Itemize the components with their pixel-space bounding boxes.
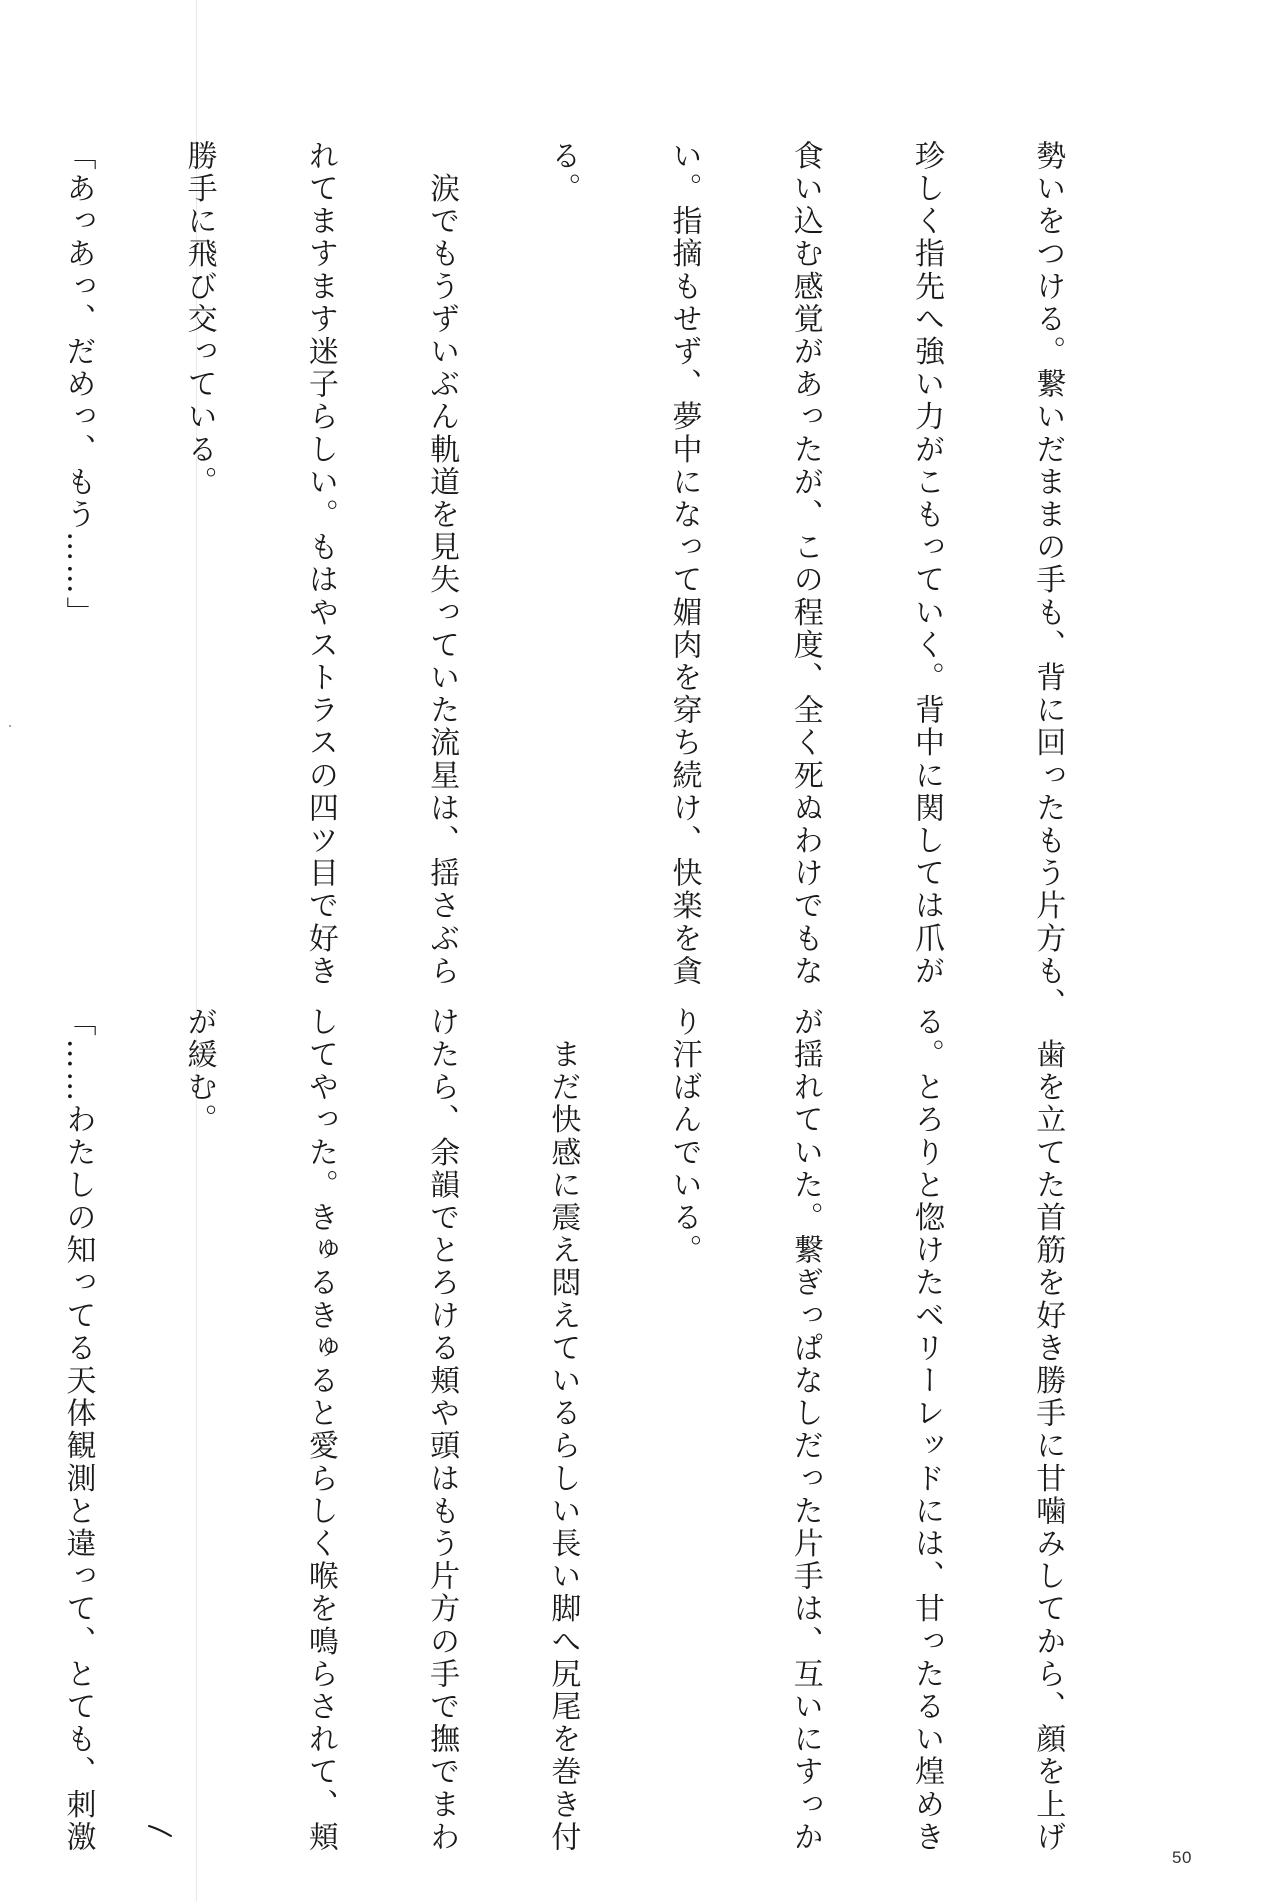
text-line: けたら、余韻でとろける頬や頭はもう片方の手で撫でまわ	[424, 1006, 460, 1854]
page-number: 50	[1172, 1848, 1192, 1867]
text-line: 勢いをつける。繋いだままの手も、背に回ったもう片方も、	[1030, 140, 1066, 1021]
text-line: る。	[545, 140, 581, 206]
text-line: してやった。きゅるきゅると愛らしく喉を鳴らされて、頬	[302, 1006, 338, 1854]
text-line: 食い込む感覚があったが、この程度、全く死ぬわけでもな	[787, 140, 823, 988]
text-line: 歯を立てた首筋を好き勝手に甘噛みしてから、顔を上げ	[1030, 1006, 1066, 1854]
text-line: 涙でもうずいぶん軌道を見失っていた流星は、揺さぶら	[424, 140, 460, 988]
text-line: 勝手に飛び交っている。	[181, 140, 217, 499]
text-line: まだ快感に震え悶えているらしい長い脚へ尻尾を巻き付	[545, 1006, 581, 1854]
lower-text-block	[60, 1006, 1148, 1854]
continuation-mark	[147, 1824, 173, 1838]
text-line: い。指摘もせず、夢中になって媚肉を穿ち続け、快楽を貪	[666, 140, 702, 988]
text-line: が緩む。	[181, 1006, 217, 1137]
text-line: 珍しく指先へ強い力がこもっていく。背中に関しては爪が	[908, 140, 944, 988]
text-line: り汗ばんでいる。	[666, 1006, 702, 1267]
text-line: る。とろりと惚けたベリーレッドには、甘ったるい煌めき	[908, 1006, 944, 1854]
text-line: 「……わたしの知ってる天体観測と違って、とても、刺激	[60, 1006, 96, 1854]
text-line: が揺れていた。繋ぎっぱなしだった片手は、互いにすっか	[787, 1006, 823, 1854]
text-line: れてますます迷子らしい。もはやストラスの四ツ目で好き	[302, 140, 338, 988]
upper-text-block	[60, 140, 1148, 1021]
text-line: 「あっあっ、だめっ、もう……」	[60, 140, 96, 629]
